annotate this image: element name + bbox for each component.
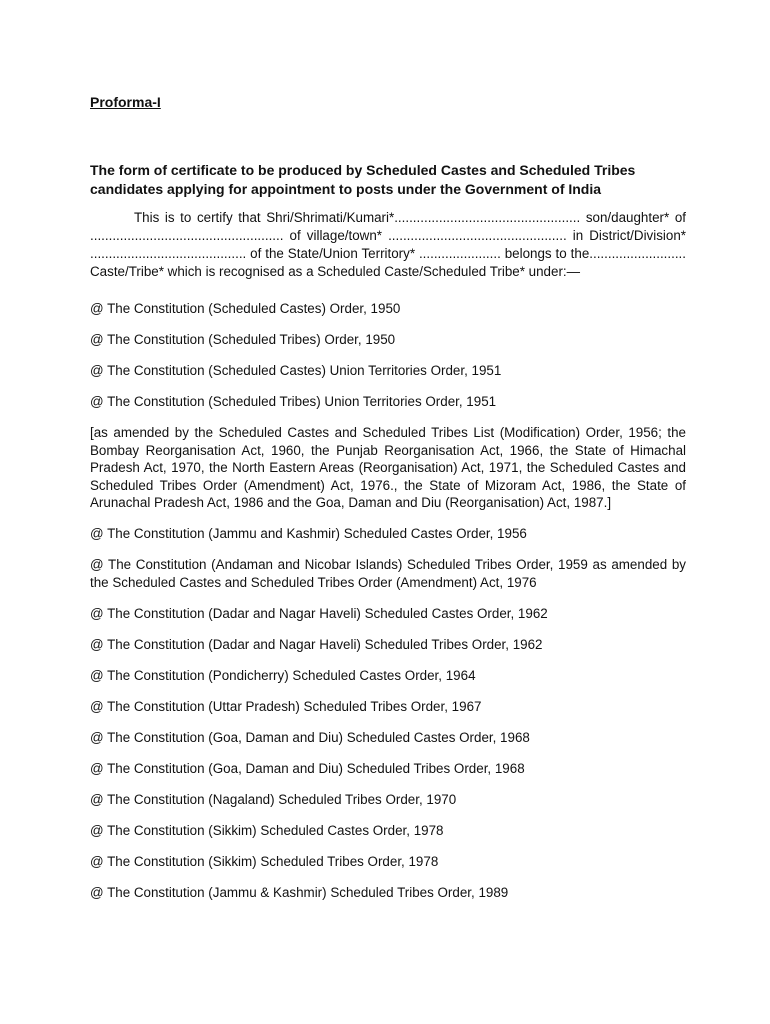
order-item: @ The Constitution (Scheduled Castes) Union Territories Order, 1951	[90, 363, 502, 378]
order-item: @ The Constitution (Scheduled Tribes) Union Territories Order, 1951	[90, 394, 497, 409]
document-page	[90, 94, 686, 902]
order-item: @ The Constitution (Goa, Daman and Diu) Scheduled Tribes Order, 1968	[90, 760, 525, 776]
order-item: @ The Constitution (Dadar and Nagar Haveli) Scheduled Castes Order, 1962	[90, 605, 548, 621]
order-item: @ The Constitution (Scheduled Tribes) Order, 1950	[90, 332, 396, 347]
order-item: @ The Constitution (Uttar Pradesh) Scheduled Tribes Order, 1967	[90, 698, 482, 714]
orders-list-part1	[90, 300, 686, 411]
order-item: @ The Constitution (Scheduled Castes) Order, 1950	[90, 301, 401, 316]
proforma-heading: Proforma-I	[90, 94, 161, 110]
orders-list-part2	[90, 525, 686, 902]
certificate-form-title: The form of certificate to be produced by Scheduled Castes and Scheduled Tribes candidates applying for appointment to posts under the Government of India	[90, 162, 636, 197]
order-item: @ The Constitution (Dadar and Nagar Haveli) Scheduled Tribes Order, 1962	[90, 636, 543, 652]
order-item: @ The Constitution (Sikkim) Scheduled Castes Order, 1978	[90, 822, 444, 838]
certificate-paragraph: This is to certify that Shri/Shrimati/Kumari*.................................................. son/daughter* of .................................................... of village/town* ................................................ in District/Division* .......................................... of the State/Union Territory* ...................... belongs to the.......................... Caste/Tribe* which is recognised as a Scheduled Caste/Scheduled Tribe* under:—	[90, 210, 686, 279]
order-item: @ The Constitution (Sikkim) Scheduled Tribes Order, 1978	[90, 853, 439, 869]
order-item: @ The Constitution (Jammu and Kashmir) Scheduled Castes Order, 1956	[90, 525, 527, 541]
amendment-note: [as amended by the Scheduled Castes and Scheduled Tribes List (Modification) Order, 1956; the Bombay Reorganisation Act, 1960, the Punjab Reorganisation Act, 1966, the State of Himachal Pradesh Act, 1970, the North Eastern Areas (Reorganisation) Act, 1971, the Scheduled Castes and Scheduled Tribes Order (Amendment) Act, 1976., the State of Mizoram Act, 1986, the State of Arunachal Pradesh Act, 1986 and the Goa, Daman and Diu (Reorganisation) Act, 1987.]	[90, 425, 686, 511]
order-item: @ The Constitution (Jammu & Kashmir) Scheduled Tribes Order, 1989	[90, 884, 509, 900]
order-item: @ The Constitution (Andaman and Nicobar Islands) Scheduled Tribes Order, 1959 as amended by the Scheduled Castes and Scheduled Tribes Order (Amendment) Act, 1976	[90, 556, 686, 590]
order-item: @ The Constitution (Nagaland) Scheduled Tribes Order, 1970	[90, 791, 457, 807]
order-item: @ The Constitution (Goa, Daman and Diu) Scheduled Castes Order, 1968	[90, 729, 530, 745]
order-item: @ The Constitution (Pondicherry) Scheduled Castes Order, 1964	[90, 667, 476, 683]
